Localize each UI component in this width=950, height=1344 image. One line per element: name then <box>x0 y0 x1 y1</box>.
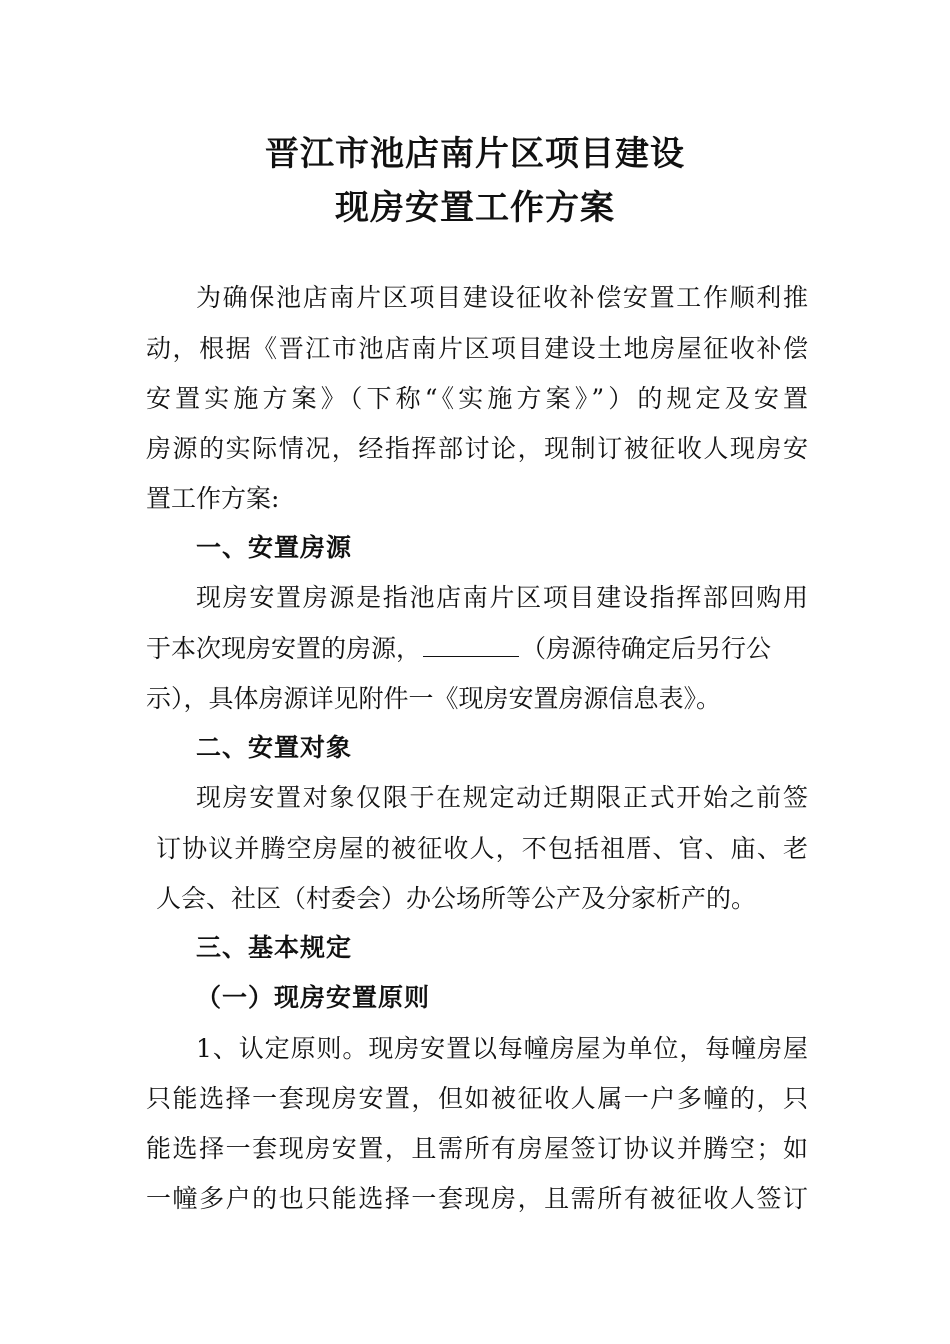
section2-line-1: 现房安置对象仅限于在规定动迁期限正式开始之前签 <box>196 783 808 812</box>
section3-line-1: 1、认定原则。现房安置以每幢房屋为单位，每幢房屋 <box>196 1034 808 1063</box>
intro-line-3: 安置实施方案》（下称“《实施方案》”）的规定及安置 <box>146 384 808 413</box>
section3-line-4: 一幢多户的也只能选择一套现房，且需所有被征收人签订 <box>146 1184 808 1213</box>
section1-line-2-prefix: 于本次现房安置的房源， <box>146 634 422 663</box>
section2-line-2: 订协议并腾空房屋的被征收人，不包括祖厝、官、庙、老 <box>156 834 808 863</box>
intro-line-5: 置工作方案: <box>146 484 280 513</box>
section1-line-3: 示），具体房源详见附件一《现房安置房源信息表》。 <box>146 684 722 713</box>
document-title-line1: 晋江市池店南片区项目建设 <box>265 134 685 174</box>
section1-heading: 一、安置房源 <box>196 533 353 562</box>
document-title-line2: 现房安置工作方案 <box>335 188 615 228</box>
intro-line-4: 房源的实际情况，经指挥部讨论，现制订被征收人现房安 <box>146 434 808 463</box>
section3-line-3: 能选择一套现房安置，且需所有房屋签订协议并腾空；如 <box>146 1134 808 1163</box>
section2-line-3: 人会、社区（村委会）办公场所等公产及分家析产的。 <box>156 884 757 913</box>
section3-heading: 三、基本规定 <box>196 933 353 962</box>
intro-line-2: 动，根据《晋江市池店南片区项目建设土地房屋征收补偿 <box>146 334 808 363</box>
section2-heading: 二、安置对象 <box>196 733 353 762</box>
blank-underline <box>423 634 519 657</box>
section3-subheading: （一）现房安置原则 <box>196 983 431 1012</box>
section3-line-2: 只能选择一套现房安置，但如被征收人属一户多幢的，只 <box>146 1084 808 1113</box>
section1-line-2-suffix: （房源待确定后另行公 <box>521 634 772 663</box>
section1-line-1: 现房安置房源是指池店南片区项目建设指挥部回购用 <box>196 583 808 612</box>
section1-line-2 <box>146 634 808 664</box>
intro-line-1: 为确保池店南片区项目建设征收补偿安置工作顺利推 <box>196 283 808 312</box>
